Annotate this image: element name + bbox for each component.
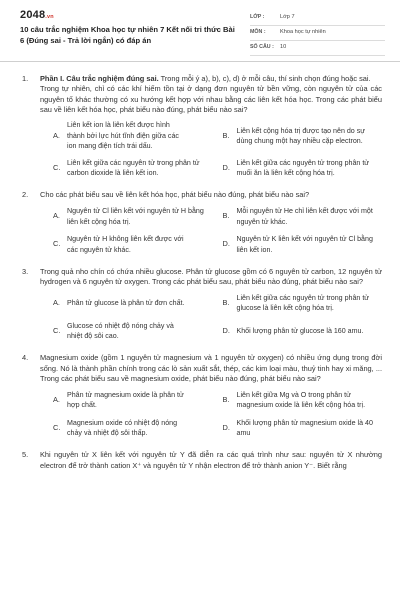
option-c[interactable] [53, 234, 213, 256]
document-header [0, 0, 400, 62]
option-letter: B. [222, 298, 230, 308]
meta-value: Khoa học tự nhiên [280, 29, 326, 36]
option-letter: D. [222, 163, 230, 173]
option-b[interactable] [223, 292, 383, 314]
option-text: Magnesium oxide có nhiệt độ nóng chảy và nhiệt độ sôi thấp. [67, 419, 178, 438]
options [40, 120, 382, 179]
option-text: Nguyên tử K liên kết với nguyên tử Cl bằng liên kết ion. [236, 235, 373, 254]
logo-main: 2048 [20, 9, 46, 21]
option-letter: B. [222, 395, 230, 405]
option-letter: B. [222, 211, 230, 221]
option-text: Liên kết giữa các nguyên tử trong phân tử muối ăn là liên kết cộng hóa trị. [236, 159, 370, 178]
question-number: 2. [22, 190, 29, 200]
meta-row-subject [250, 26, 385, 41]
option-a[interactable] [53, 120, 213, 151]
option-text: Nguyên tử H không liên kết được với các nguyên tử khác. [67, 235, 184, 254]
question-3 [0, 267, 400, 343]
option-c[interactable] [53, 417, 213, 439]
question-2 [0, 190, 400, 255]
option-a[interactable] [53, 389, 213, 411]
option-letter: C. [53, 239, 61, 249]
option-c[interactable] [53, 320, 213, 342]
option-text: Liên kết giữa Mg và O trong phân tử magnesium oxide là liên kết cộng hóa trị. [236, 391, 366, 410]
option-letter: A. [53, 298, 60, 308]
option-letter: A. [53, 130, 60, 140]
option-text: Phân tử magnesium oxide là phân tử hợp chất. [67, 391, 184, 410]
question-number: 4. [22, 353, 29, 363]
option-letter: D. [222, 239, 230, 249]
option-text: Liên kết giữa các nguyên tử trong phân tử glucose là liên kết cộng hóa trị. [236, 294, 370, 313]
question-4 [0, 353, 400, 439]
document-meta [250, 11, 385, 56]
meta-label: MÔN : [250, 29, 266, 36]
question-5 [0, 450, 400, 471]
question-number: 3. [22, 266, 29, 276]
meta-value: 10 [280, 44, 287, 51]
question-text [40, 74, 382, 115]
option-text: Glucose có nhiệt độ nóng chảy và nhiệt độ sôi cao. [67, 322, 174, 341]
meta-label: SỐ CÂU : [250, 44, 274, 51]
option-a[interactable] [53, 292, 213, 314]
meta-row-count [250, 41, 385, 56]
question-1 [0, 74, 400, 179]
question-list [0, 74, 400, 482]
option-letter: C. [53, 163, 61, 173]
option-d[interactable] [223, 157, 383, 179]
option-text: Liên kết cộng hóa trị được tạo nên do sự dùng chung một hay nhiều cặp electron. [236, 126, 366, 145]
option-letter: A. [53, 395, 60, 405]
option-text: Khối lượng phân tử magnesium oxide là 40 amu [236, 419, 373, 438]
question-number: 5. [22, 450, 29, 460]
option-letter: D. [222, 326, 230, 336]
option-letter: C. [53, 326, 61, 336]
site-logo[interactable] [20, 8, 54, 23]
option-text: Khối lượng phân tử glucose là 160 amu. [236, 327, 364, 336]
option-c[interactable] [53, 157, 213, 179]
option-letter: A. [53, 211, 60, 221]
meta-label: LỚP : [250, 14, 265, 21]
option-letter: C. [53, 423, 61, 433]
question-stem: Trong tự nhiên, chỉ có các khí hiếm tồn tại ở dạng đơn nguyên tử bền vững, còn nguyên tử của các nguyên tố khác thường có xu hướng kết hợp với nhau bằng các liên kết hóa học. Trong các phát biểu sau về liên kết hóa học, phát biểu nào đúng, phát biểu nào sai? [40, 84, 382, 115]
option-d[interactable] [223, 417, 383, 439]
meta-row-class [250, 11, 385, 26]
option-text: Nguyên tử Cl liên kết với nguyên tử H bằng liên kết cộng hóa trị. [67, 207, 204, 226]
question-stem: Khi nguyên tử X liên kết với nguyên tử Y đã diễn ra các quá trình như sau: nguyên tử X nhường electron để trở thành cation X⁺ và nguyên tử Y nhận electron để trở thành anion Y⁻. Biết rằng [40, 450, 382, 470]
section-title: Phần I. Câu trắc nghiệm đúng sai. [40, 74, 159, 83]
question-number: 1. [22, 74, 29, 83]
logo-suffix: .vn [45, 14, 54, 20]
question-stem: Cho các phát biểu sau về liên kết hóa học, phát biểu nào đúng, phát biểu nào sai? [40, 190, 310, 200]
option-text: Liên kết ion là liên kết được hình thành bởi lực hút tĩnh điện giữa các ion mang điện tích trái dấu. [67, 121, 179, 150]
options [40, 206, 382, 256]
option-text: Liên kết giữa các nguyên tử trong phân tử carbon dioxide là liên kết ion. [67, 159, 200, 178]
option-letter: D. [222, 423, 230, 433]
question-stem: Trong quả nho chín có chứa nhiều glucose. Phân tử glucose gồm có 6 nguyên tử carbon, 12 nguyên tử hydrogen và 6 nguyên tử oxygen. Trong các phát biểu sau, phát biểu nào đúng, phát biểu nào sai? [40, 266, 382, 286]
meta-value: Lớp 7 [280, 14, 295, 21]
options [40, 389, 382, 439]
option-letter: B. [222, 130, 230, 140]
option-b[interactable] [223, 206, 383, 228]
option-a[interactable] [53, 206, 213, 228]
option-b[interactable] [223, 389, 383, 411]
section-instruction [40, 74, 382, 84]
options [40, 292, 382, 342]
option-text: Mỗi nguyên tử He chỉ liên kết được với một nguyên tử khác. [236, 207, 373, 226]
option-d[interactable] [223, 320, 383, 342]
option-text: Phân tử glucose là phân tử đơn chất. [67, 299, 185, 308]
option-b[interactable] [223, 120, 383, 151]
document-title: 10 câu trắc nghiệm Khoa học tự nhiên 7 Kết nối tri thức Bài 6 (Đúng sai - Trả lời ngắn) có đáp án [20, 25, 235, 45]
question-stem: Magnesium oxide (gồm 1 nguyên tử magnesium và 1 nguyên tử oxygen) có nhiều ứng dụng trong đời sống. Nó là thành phần chính trong các lò sản xuất sắt, thép, các kim loại màu, thuỷ tinh hay xi măng, ... Trong các phát biểu sau về magnesium oxide, phát biểu nào đúng, phát biểu nào sai? [40, 353, 382, 384]
option-d[interactable] [223, 234, 383, 256]
section-rest: Trong mỗi ý a), b), c), d) ở mỗi câu, thí sinh chọn đúng hoặc sai. [158, 74, 371, 83]
